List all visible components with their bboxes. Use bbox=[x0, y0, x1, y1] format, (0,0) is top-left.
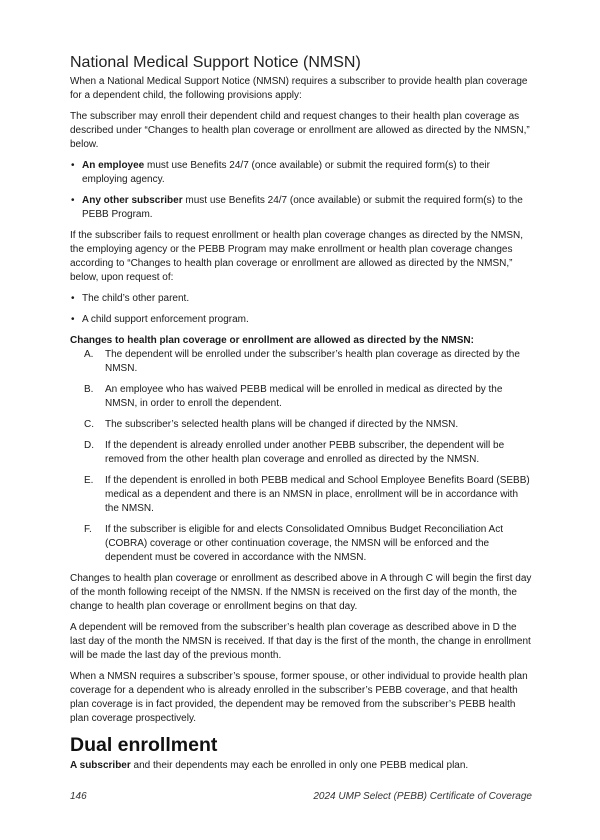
bold-lead: An employee bbox=[82, 160, 145, 171]
page-footer bbox=[70, 780, 532, 804]
section-heading: Dual enrollment bbox=[70, 734, 218, 756]
document-title: 2024 UMP Select (PEBB) Certificate of Coverage bbox=[313, 791, 532, 802]
page-number: 146 bbox=[70, 791, 87, 802]
item-text: If the dependent is already enrolled under another PEBB subscriber, the dependent will be removed from the other health plan coverage and enrolled as directed by the NMSN. bbox=[105, 440, 505, 465]
paragraph: When a NMSN requires a subscriber’s spouse, former spouse, or other individual to provide health plan coverage for a dependent who is already enrolled in the subscriber’s PEBB coverage, and that health plan coverage is in fact provided, the dependent may be removed from the subscriber’s PEBB health plan coverage prospectively. bbox=[70, 671, 528, 724]
list-item bbox=[70, 159, 532, 187]
item-text: An employee who has waived PEBB medical will be enrolled in medical as directed by the NMSN, in order to enroll the dependent. bbox=[105, 384, 503, 409]
bullet-list bbox=[70, 159, 532, 222]
list-item bbox=[70, 194, 532, 222]
item-text: If the dependent is enrolled in both PEBB medical and School Employee Benefits Board (SEBB) medical as a dependent and there is an NMSN in place, enrollment will be in accordance with the NMSN. bbox=[105, 475, 530, 514]
list-item bbox=[84, 418, 532, 432]
item-letter: D. bbox=[84, 440, 94, 451]
paragraph bbox=[70, 759, 532, 773]
bold-lead: Any other subscriber bbox=[82, 195, 183, 206]
bullet-list bbox=[70, 292, 532, 327]
paragraph: A dependent will be removed from the subscriber’s health plan coverage as described above in D the last day of the month the NMSN is received. If that day is the first of the month, the change in enrollment will be made the last day of the previous month. bbox=[70, 622, 531, 661]
item-letter: B. bbox=[84, 384, 94, 395]
list-item bbox=[84, 523, 532, 565]
list-item bbox=[84, 383, 532, 411]
bold-lead: A subscriber bbox=[70, 760, 131, 771]
document-page bbox=[70, 53, 532, 780]
list-item: • A child support enforcement program. bbox=[70, 313, 532, 327]
item-text: The dependent will be enrolled under the subscriber’s health plan coverage as directed by the NMSN. bbox=[105, 349, 520, 374]
list-item bbox=[84, 474, 532, 516]
item-letter: A. bbox=[84, 349, 94, 360]
item-text: The subscriber’s selected health plans will be changed if directed by the NMSN. bbox=[105, 419, 459, 430]
item-text: and their dependents may each be enrolled in only one PEBB medical plan. bbox=[130, 760, 469, 771]
item-letter: C. bbox=[84, 419, 94, 430]
paragraph: Changes to health plan coverage or enrollment as described above in A through C will begin the first day of the month following receipt of the NMSN. If the NMSN is received on the first day of the month, the change to health plan coverage or enrollment begins on that day. bbox=[70, 573, 532, 612]
item-text: must use Benefits 24/7 (once available) or submit the required form(s) to their employing agency. bbox=[82, 160, 490, 185]
list-item bbox=[84, 439, 532, 467]
item-letter: E. bbox=[84, 475, 94, 486]
item-letter: F. bbox=[84, 524, 92, 535]
item-text: must use Benefits 24/7 (once available) or submit the required form(s) to the PEBB Program. bbox=[82, 195, 523, 220]
list-item: • The child’s other parent. bbox=[70, 292, 532, 306]
paragraph: The subscriber may enroll their dependent child and request changes to their health plan coverage as described under “Changes to health plan coverage or enrollment are allowed as directed by the NMSN,” below. bbox=[70, 111, 530, 150]
list-item bbox=[84, 348, 532, 376]
paragraph: If the subscriber fails to request enrollment or health plan coverage changes as directed by the NMSN, the employing agency or the PEBB Program may make enrollment or health plan coverage changes according to “Changes to health plan coverage or enrollment are allowed as directed by the NMSN,” below, upon request of: bbox=[70, 230, 524, 283]
subheading: Changes to health plan coverage or enrollment are allowed as directed by the NMSN: bbox=[70, 335, 474, 346]
intro-paragraph: When a National Medical Support Notice (NMSN) requires a subscriber to provide health plan coverage for a dependent child, the following provisions apply: bbox=[70, 76, 528, 101]
item-text: If the subscriber is eligible for and elects Consolidated Omnibus Budget Reconciliation Act (COBRA) coverage or other continuation coverage, the NMSN will be enforced and the dependent must be covered in accordance with the NMSN. bbox=[105, 524, 503, 563]
lettered-list bbox=[70, 348, 532, 565]
section-title: National Medical Support Notice (NMSN) bbox=[70, 54, 361, 71]
